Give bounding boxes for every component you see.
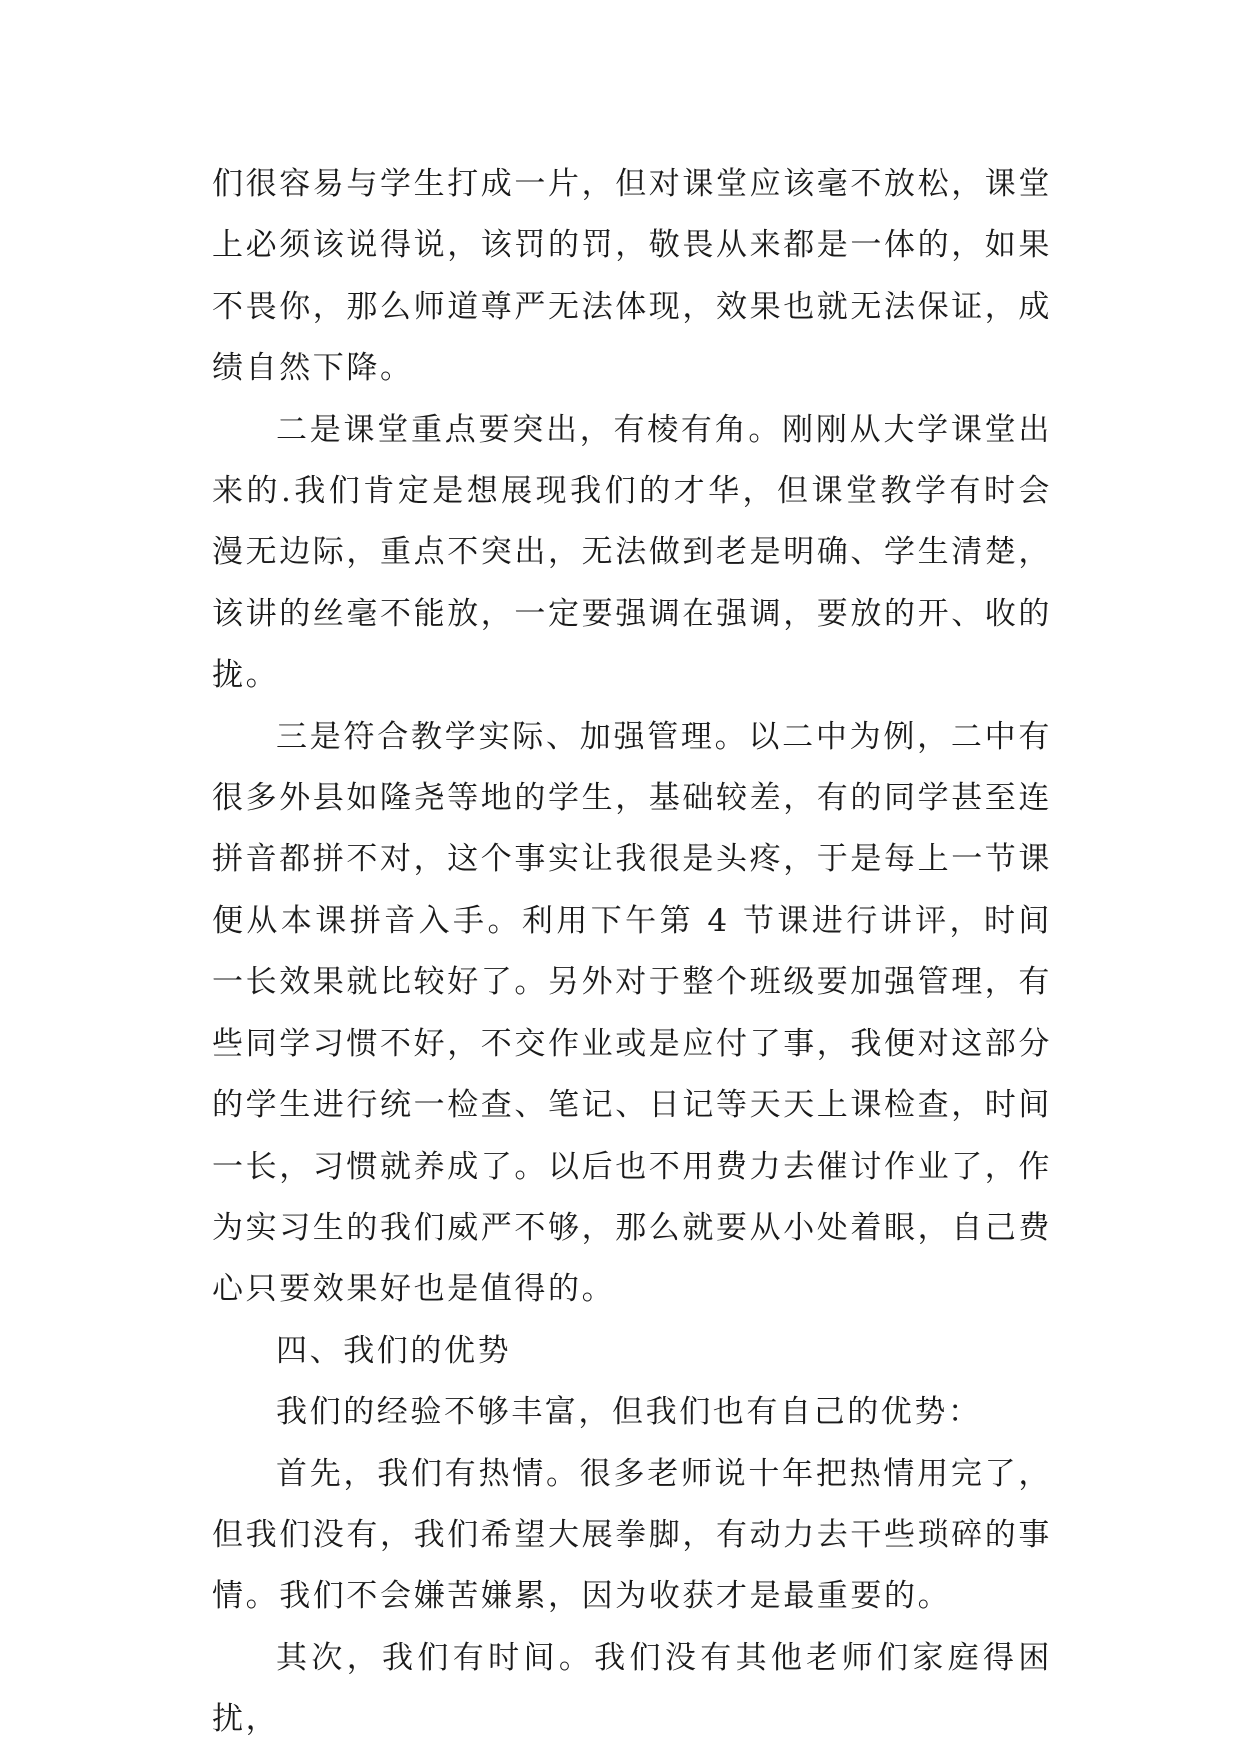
paragraph-point-three: 三是符合教学实际、加强管理。以二中为例，二中有很多外县如隆尧等地的学生，基础较差，有的同学甚至连拼音都拼不对，这个事实让我很是头疼，于是每上一节课便从本课拼音入手。利用下午第 4 节课进行讲评，时间一长效果就比较好了。另外对于整个班级要加强管理，有些同学习惯不好，不交作业或是应付了事，我便对这部分的学生进行统一检查、笔记、日记等天天上课检查，时间一长，习惯就养成了。以后也不用费力去催讨作业了，作为实习生的我们威严不够，那么就要从小处着眼，自己费心只要效果好也是值得的。 bbox=[212, 718, 1052, 1308]
document-body bbox=[212, 154, 1052, 1751]
paragraph-advantages-intro: 我们的经验不够丰富，但我们也有自己的优势： bbox=[276, 1394, 982, 1431]
paragraph-point-two: 二是课堂重点要突出，有棱有角。刚刚从大学课堂出来的.我们肯定是想展现我们的才华，但课堂教学有时会漫无边际，重点不突出，无法做到老是明确、学生清楚，该讲的丝毫不能放，一定要强调在强调，要放的开、收的拢。 bbox=[212, 411, 1052, 694]
section-heading-advantages: 四、我们的优势 bbox=[276, 1332, 512, 1369]
paragraph-first-passion: 首先，我们有热情。很多老师说十年把热情用完了，但我们没有，我们希望大展拳脚，有动力去干些琐碎的事情。我们不会嫌苦嫌累，因为收获才是最重要的。 bbox=[212, 1455, 1052, 1615]
paragraph-continuation: 们很容易与学生打成一片，但对课堂应该毫不放松，课堂上必须该说得说，该罚的罚，敬畏从来都是一体的，如果不畏你，那么师道尊严无法体现，效果也就无法保证，成绩自然下降。 bbox=[212, 166, 1052, 387]
paragraph-second-time: 其次，我们有时间。我们没有其他老师们家庭得困扰， bbox=[212, 1639, 1052, 1738]
